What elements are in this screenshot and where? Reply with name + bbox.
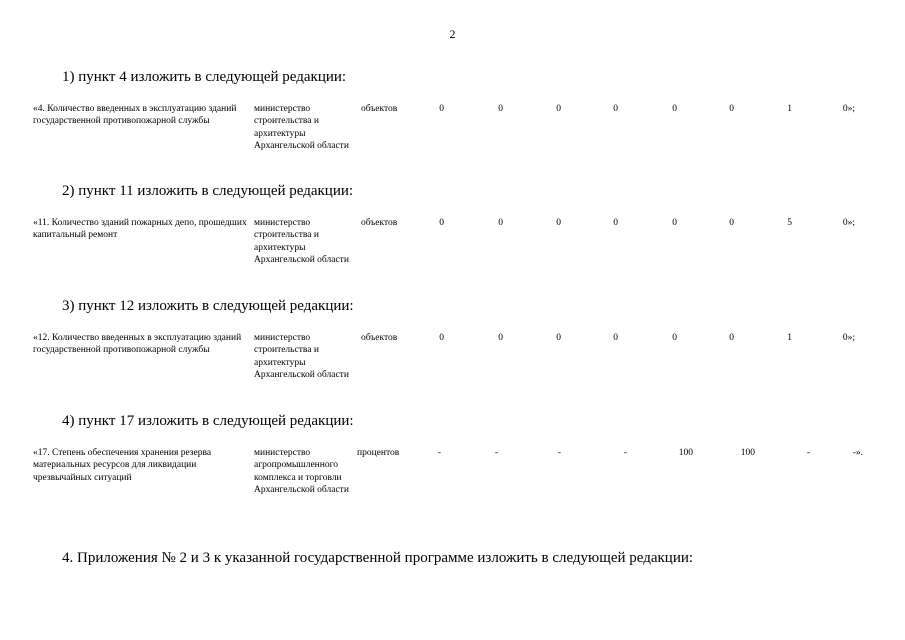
value-cell: 1 <box>787 333 792 343</box>
value-cell: 0 <box>439 104 444 114</box>
value-cell: - <box>623 448 627 458</box>
value-cell: 0 <box>498 333 503 343</box>
value-cell: - <box>437 448 441 458</box>
responsible-ministry: министерство агропромышленного комплекса и торговли Архангельской области <box>254 448 349 496</box>
responsible-ministry: министерство строительства и архитектуры Архангельской области <box>254 104 349 152</box>
value-cell: 100 <box>740 448 755 458</box>
value-cell: 0 <box>613 104 618 114</box>
responsible-ministry: министерство строительства и архитектуры Архангельской области <box>254 333 349 381</box>
indicator-description: «4. Количество введенных в эксплуатацию зданий государственной противопожарной службы <box>33 104 237 127</box>
unit-of-measure: объектов <box>361 218 398 228</box>
unit-of-measure: объектов <box>361 333 398 343</box>
value-cell: 0»; <box>842 104 855 114</box>
page-number: 2 <box>449 27 456 41</box>
value-cell: - <box>557 448 561 458</box>
value-cell: 0 <box>672 218 677 228</box>
value-cell: -». <box>852 448 863 458</box>
closing-paragraph: 4. Приложения № 2 и 3 к указанной государственной программе изложить в следующей редакции: <box>62 550 694 566</box>
value-cell: 0 <box>729 104 734 114</box>
value-cell: 0 <box>556 218 561 228</box>
value-cell: 0 <box>498 104 503 114</box>
value-cell: 0 <box>556 104 561 114</box>
section-heading: 4) пункт 17 изложить в следующей редакции: <box>62 413 354 429</box>
section-heading: 2) пункт 11 изложить в следующей редакции: <box>62 183 354 199</box>
value-cell: - <box>494 448 498 458</box>
indicator-description: «11. Количество зданий пожарных депо, прошедших капитальный ремонт <box>33 218 247 241</box>
value-cell: 0 <box>672 333 677 343</box>
value-cell: 0 <box>613 333 618 343</box>
value-cell: 0 <box>556 333 561 343</box>
value-cell: 0 <box>672 104 677 114</box>
indicator-description: «12. Количество введенных в эксплуатацию зданий государственной противопожарной службы <box>33 333 242 356</box>
indicator-description: «17. Степень обеспечения хранения резерва материальных ресурсов для ликвидации чрезвычайных ситуаций <box>33 448 212 483</box>
value-cell: 0 <box>439 333 444 343</box>
value-cell: 0 <box>729 333 734 343</box>
value-cell: - <box>806 448 810 458</box>
unit-of-measure: процентов <box>357 448 400 458</box>
value-cell: 0»; <box>842 218 855 228</box>
value-cell: 0 <box>729 218 734 228</box>
responsible-ministry: министерство строительства и архитектуры Архангельской области <box>254 218 349 266</box>
unit-of-measure: объектов <box>361 104 398 114</box>
value-cell: 0 <box>439 218 444 228</box>
value-cell: 0»; <box>842 333 855 343</box>
value-cell: 0 <box>498 218 503 228</box>
value-cell: 5 <box>787 218 792 228</box>
value-cell: 100 <box>678 448 693 458</box>
section-heading: 3) пункт 12 изложить в следующей редакции: <box>62 298 354 314</box>
value-cell: 1 <box>787 104 792 114</box>
value-cell: 0 <box>613 218 618 228</box>
section-heading: 1) пункт 4 изложить в следующей редакции: <box>62 69 347 85</box>
